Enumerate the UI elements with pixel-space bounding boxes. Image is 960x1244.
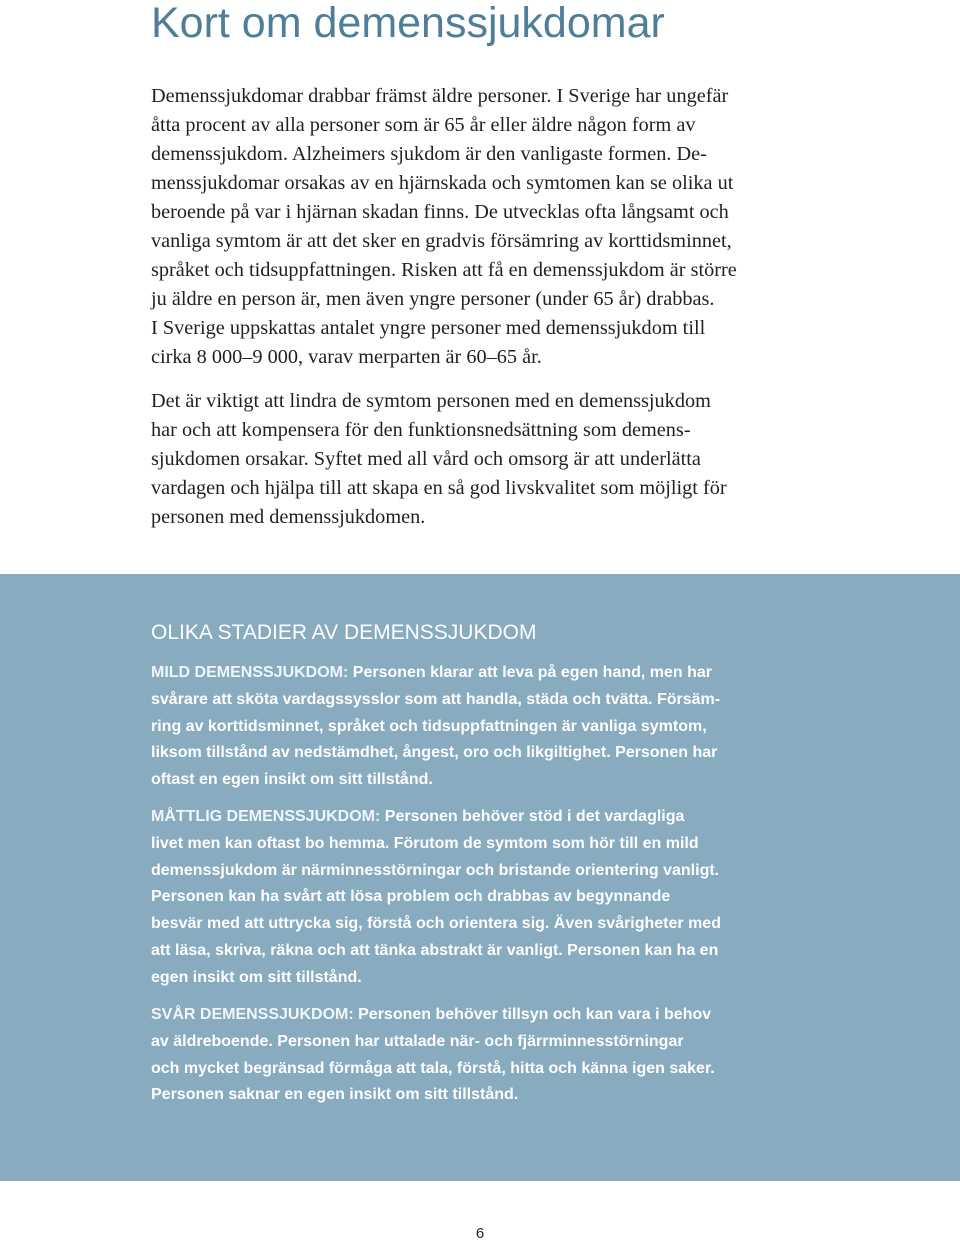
page-number: 6 — [475, 1225, 485, 1242]
text-line: språket och tidsuppfattningen. Risken att få en demenssjukdom är större — [151, 259, 737, 281]
stage-text: Personen behöver tillsyn och kan vara i behov — [353, 1006, 712, 1023]
stage-text: Personen behöver stöd i det vardagliga — [380, 808, 685, 825]
text-line: Personen saknar en egen insikt om sitt tillstånd. — [151, 1086, 519, 1104]
stage-label: MILD DEMENSSJUKDOM: — [151, 664, 349, 681]
text-line — [151, 1002, 851, 1029]
text-line: har och att kompensera för den funktionsnedsättning som demens- — [151, 419, 691, 441]
intro-paragraph-2 — [151, 387, 851, 532]
text-line: sjukdomen orsakar. Syftet med all vård och omsorg är att underlätta — [151, 448, 701, 470]
text-line: att läsa, skriva, räkna och att tänka abstrakt är vanligt. Personen kan ha en — [151, 941, 719, 959]
text-line: demenssjukdom. Alzheimers sjukdom är den vanligaste formen. De- — [151, 143, 707, 165]
text-line: Personen kan ha svårt att lösa problem och drabbas av begynnande — [151, 888, 671, 906]
stage-moderate — [151, 804, 851, 992]
stage-label: SVÅR DEMENSSJUKDOM: — [151, 1006, 354, 1023]
text-line: av äldreboende. Personen har uttalade när- och fjärrminnesstörningar — [151, 1032, 684, 1050]
intro-paragraph-1 — [151, 82, 851, 372]
text-line: och mycket begränsad förmåga att tala, förstå, hitta och känna igen saker. — [151, 1059, 715, 1077]
stage-mild — [151, 660, 851, 794]
text-line: demenssjukdom är närminnesstörningar och bristande orientering vanligt. — [151, 861, 720, 879]
text-line: beroende på var i hjärnan skadan finns. De utvecklas ofta långsamt och — [151, 201, 729, 223]
stage-severe — [151, 1002, 851, 1109]
text-line: ring av korttidsminnet, språket och tidsuppfattningen är vanliga symtom, — [151, 717, 707, 735]
stage-text: Personen klarar att leva på egen hand, men har — [348, 664, 713, 681]
text-line: åtta procent av alla personer som är 65 år eller äldre någon form av — [151, 114, 696, 136]
text-line: menssjukdomar orsakas av en hjärnskada och symtomen kan se olika ut — [151, 172, 734, 194]
text-line — [151, 660, 851, 687]
text-line: Demenssjukdomar drabbar främst äldre personer. I Sverige har ungefär — [151, 85, 729, 107]
stage-label: MÅTTLIG DEMENSSJUKDOM: — [151, 808, 381, 825]
text-line: oftast en egen insikt om sitt tillstånd. — [151, 771, 433, 789]
text-line: cirka 8 000–9 000, varav merparten är 60–65 år. — [151, 346, 542, 368]
text-line — [151, 804, 851, 831]
text-line: liksom tillstånd av nedstämdhet, ångest, oro och likgiltighet. Personen har — [151, 744, 718, 762]
text-line: livet men kan oftast bo hemma. Förutom de symtom som hör till en mild — [151, 834, 699, 852]
text-line: vanliga symtom är att det sker en gradvis försämring av korttidsminnet, — [151, 230, 732, 252]
intro-text — [151, 82, 851, 547]
text-line: I Sverige uppskattas antalet yngre personer med demenssjukdom till — [151, 317, 706, 339]
text-line: ju äldre en person är, men även yngre personer (under 65 år) drabbas. — [151, 288, 715, 310]
page-title: Kort om demenssjukdomar — [151, 0, 665, 47]
text-line: svårare att sköta vardagssysslor som att handla, städa och tvätta. Försäm- — [151, 690, 721, 708]
text-line: vardagen och hjälpa till att skapa en så god livskvalitet som möjligt för — [151, 477, 727, 499]
stages-heading: OLIKA STADIER AV DEMENSSJUKDOM — [151, 621, 537, 644]
text-line: personen med demenssjukdomen. — [151, 506, 426, 528]
text-line: besvär med att uttrycka sig, förstå och orientera sig. Även svårigheter med — [151, 915, 721, 933]
text-line: egen insikt om sitt tillstånd. — [151, 968, 362, 986]
text-line: Det är viktigt att lindra de symtom personen med en demenssjukdom — [151, 390, 711, 412]
